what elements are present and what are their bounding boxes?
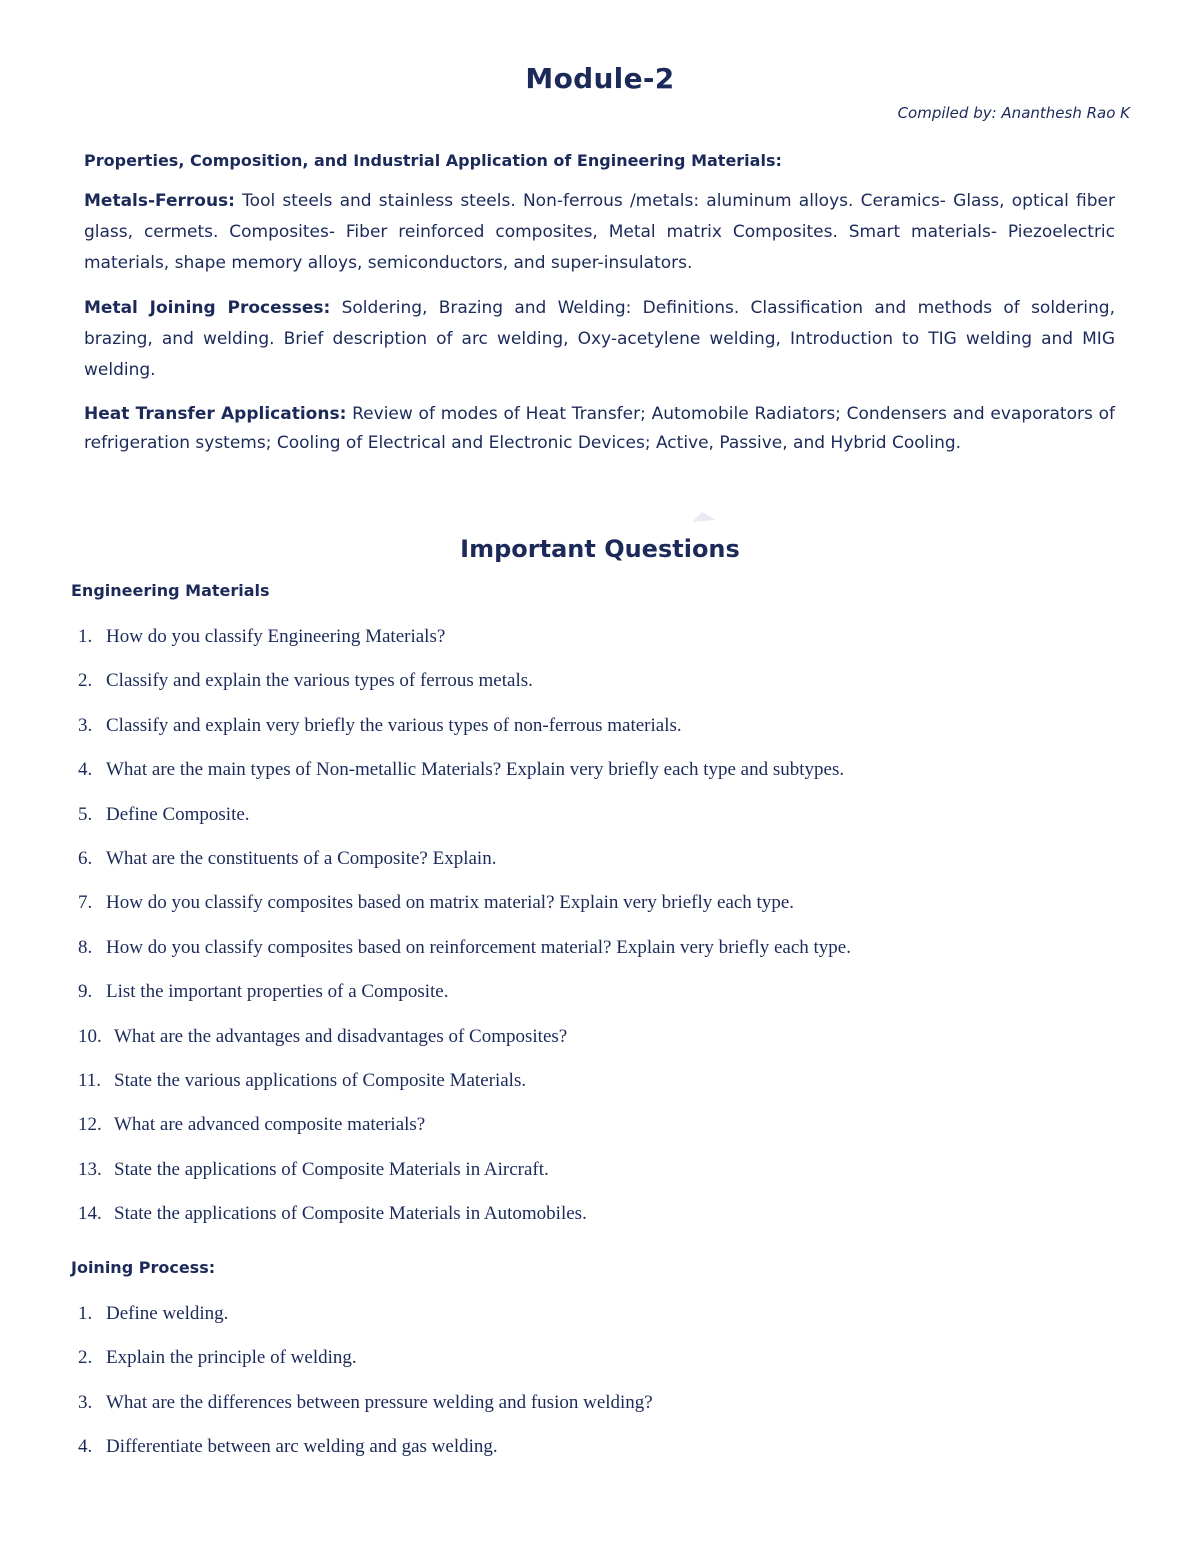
question-number: 6. xyxy=(78,847,93,869)
question-number: 4. xyxy=(78,759,93,781)
question-text: Define Composite. xyxy=(106,803,250,825)
question-item xyxy=(78,626,1138,670)
paragraph-text: Soldering, Brazing and Welding: Definitions. Classification and methods of soldering, brazing, and welding. Brief description of arc welding, Oxy-acetylene welding, Introduction to TIG welding and MIG welding. xyxy=(84,298,1115,380)
paragraph-text: Review of modes of Heat Transfer; Automobile Radiators; Condensers and evaporators of refrigeration systems; Cooling of Electrical and Electronic Devices; Active, Passive, and Hybrid Cooling. xyxy=(84,404,1115,453)
question-text: Classify and explain the various types of ferrous metals. xyxy=(106,670,533,692)
syllabus-paragraph-heat-transfer xyxy=(84,400,1115,458)
question-item xyxy=(78,670,1138,714)
watermark-arrow-icon xyxy=(690,508,720,528)
question-number: 2. xyxy=(78,670,93,692)
question-item xyxy=(78,1159,1138,1203)
syllabus-section xyxy=(84,150,1115,472)
question-text: Classify and explain very briefly the various types of non-ferrous materials. xyxy=(106,714,682,736)
question-text: What are the constituents of a Composite? Explain. xyxy=(106,847,497,869)
question-item xyxy=(78,1026,1138,1070)
paragraph-label: Metal Joining Processes: xyxy=(84,298,331,318)
question-item xyxy=(78,804,1138,848)
question-item xyxy=(78,1303,1138,1347)
question-item xyxy=(78,1347,1138,1391)
question-text: How do you classify Engineering Materials? xyxy=(106,626,446,647)
question-number: 13. xyxy=(78,1158,102,1180)
question-item xyxy=(78,1392,1138,1436)
question-text: Differentiate between arc welding and gas welding. xyxy=(106,1436,498,1458)
question-item xyxy=(78,848,1138,892)
question-number: 3. xyxy=(78,1391,93,1413)
question-number: 4. xyxy=(78,1436,93,1458)
question-number: 5. xyxy=(78,803,93,825)
question-item xyxy=(78,715,1138,759)
question-text: Explain the principle of welding. xyxy=(106,1347,357,1369)
question-item xyxy=(78,1114,1138,1158)
page-title: Module-2 xyxy=(525,62,675,95)
section-heading-joining-process: Joining Process: xyxy=(71,1258,216,1277)
paragraph-label: Metals-Ferrous: xyxy=(84,191,235,211)
question-text: What are the differences between pressure welding and fusion welding? xyxy=(106,1391,653,1413)
question-text: What are the advantages and disadvantages of Composites? xyxy=(114,1025,568,1047)
question-item xyxy=(78,981,1138,1025)
question-list-engineering-materials xyxy=(78,626,1138,1247)
question-text: State the various applications of Composite Materials. xyxy=(114,1069,527,1091)
important-questions-title: Important Questions xyxy=(460,535,740,563)
question-item xyxy=(78,892,1138,936)
question-number: 9. xyxy=(78,981,93,1003)
syllabus-paragraph-joining xyxy=(84,293,1115,386)
question-number: 14. xyxy=(78,1203,102,1225)
question-number: 7. xyxy=(78,892,93,914)
question-number: 12. xyxy=(78,1114,102,1136)
question-text: How do you classify composites based on matrix material? Explain very briefly each type. xyxy=(106,892,795,914)
question-number: 10. xyxy=(78,1025,102,1047)
question-item xyxy=(78,759,1138,803)
question-text: State the applications of Composite Materials in Automobiles. xyxy=(114,1203,587,1225)
question-number: 3. xyxy=(78,714,93,736)
question-number: 2. xyxy=(78,1347,93,1369)
question-text: What are advanced composite materials? xyxy=(114,1114,426,1136)
question-list-joining-process xyxy=(78,1303,1138,1481)
section-heading-engineering-materials: Engineering Materials xyxy=(71,581,270,600)
syllabus-heading: Properties, Composition, and Industrial Application of Engineering Materials: xyxy=(84,151,782,170)
paragraph-label: Heat Transfer Applications: xyxy=(84,404,347,424)
question-text: Define welding. xyxy=(106,1303,229,1324)
question-number: 8. xyxy=(78,936,93,958)
question-item xyxy=(78,1070,1138,1114)
question-number: 11. xyxy=(78,1069,102,1091)
question-number: 1. xyxy=(78,626,93,647)
question-text: How do you classify composites based on reinforcement material? Explain very briefly each type. xyxy=(106,936,851,958)
compiled-by: Compiled by: Ananthesh Rao K xyxy=(897,104,1130,122)
question-item xyxy=(78,937,1138,981)
question-text: List the important properties of a Composite. xyxy=(106,981,449,1003)
question-number: 1. xyxy=(78,1303,93,1324)
question-text: What are the main types of Non-metallic Materials? Explain very briefly each type and subtypes. xyxy=(106,759,845,781)
question-item xyxy=(78,1203,1138,1247)
paragraph-text: Tool steels and stainless steels. Non-ferrous /metals: aluminum alloys. Ceramics- Glass, optical fiber glass, cermets. Composites- Fiber reinforced composites, Metal matrix Composites. Smart materials- Piezoelectric materials, shape memory alloys, semiconductors, and super-insulators. xyxy=(84,191,1115,273)
syllabus-paragraph-metals xyxy=(84,186,1115,279)
question-item xyxy=(78,1436,1138,1480)
question-text: State the applications of Composite Materials in Aircraft. xyxy=(114,1158,549,1180)
